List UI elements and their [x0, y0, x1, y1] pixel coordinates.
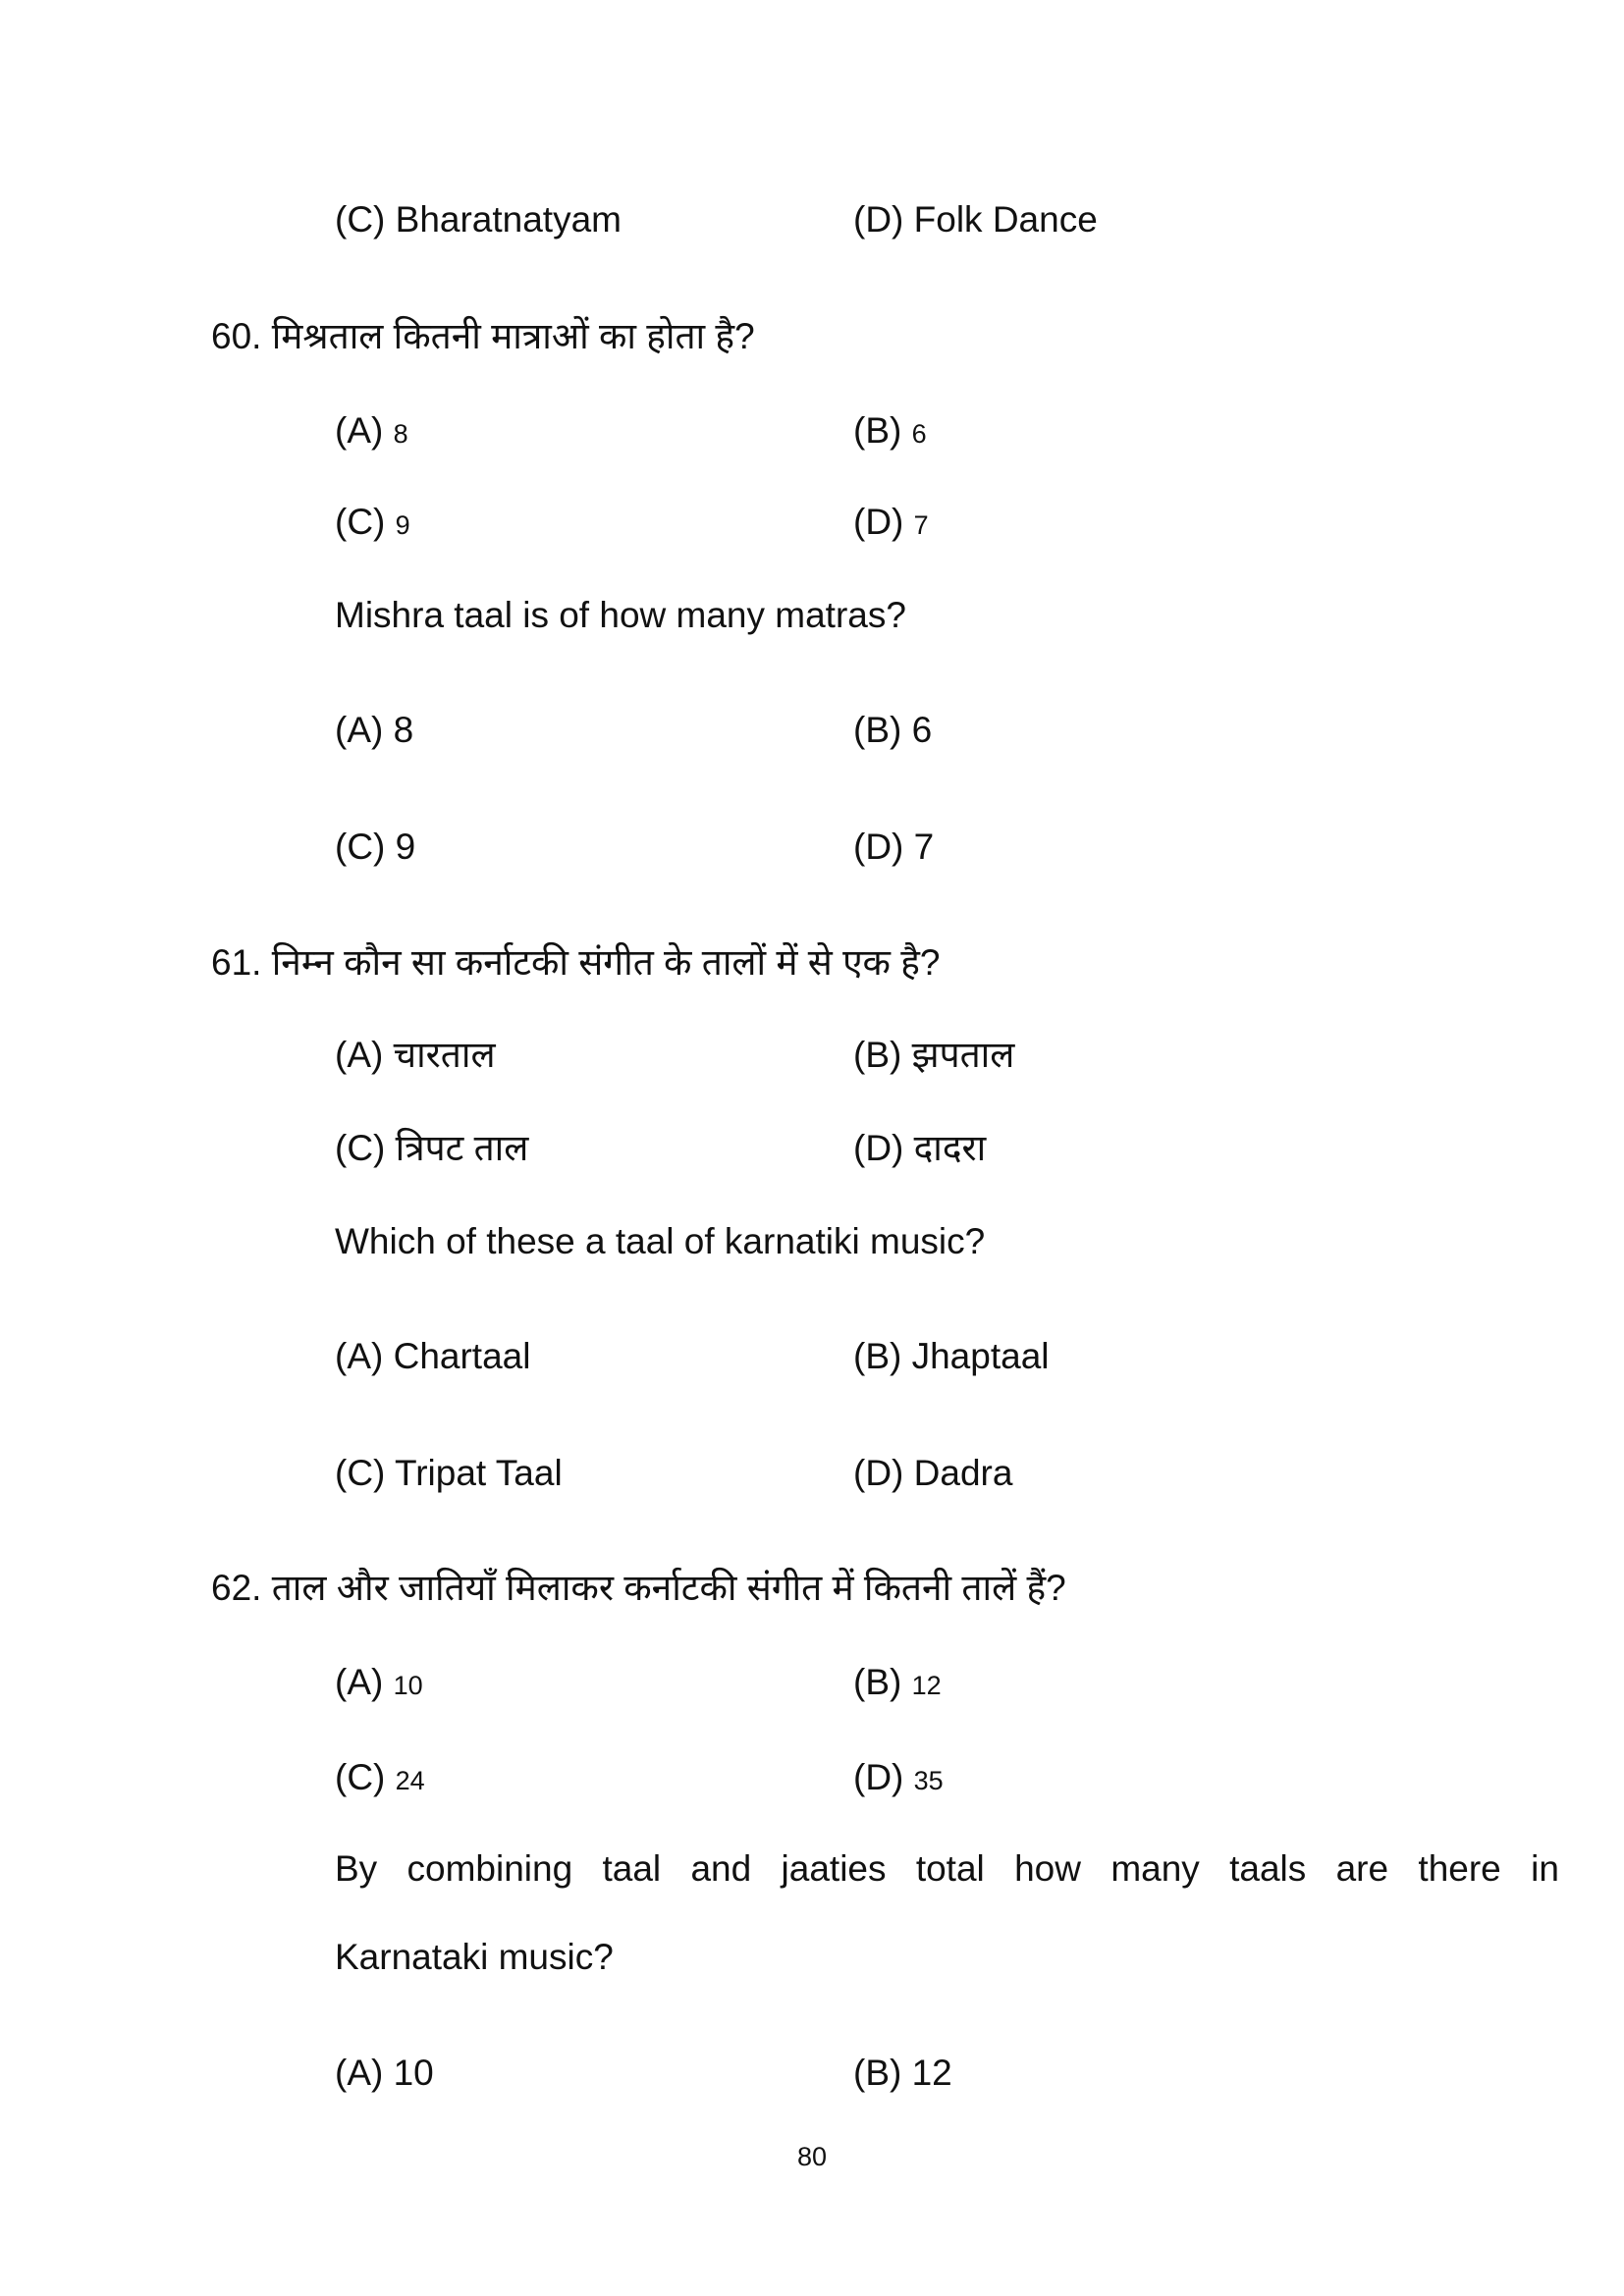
q61-hindi-option-d: (D) दादरा	[853, 1128, 987, 1168]
q60-hindi-option-d	[853, 498, 929, 547]
q61-hindi-option-a: (A) चारताल	[335, 1035, 496, 1075]
question-word: jaaties	[781, 1848, 887, 1889]
question-word: many	[1110, 1848, 1200, 1889]
q61-english-question: Which of these a taal of karnatiki music?	[335, 1221, 986, 1261]
q60-english-option-c: (C) 9	[335, 827, 416, 867]
question-word: there	[1418, 1848, 1501, 1889]
option-label: (D)	[853, 502, 904, 542]
question-word: how	[1014, 1848, 1081, 1889]
q61-english-option-b: (B) Jhaptaal	[853, 1336, 1050, 1376]
option-value: 7	[913, 510, 929, 540]
q62-english-option-b: (B) 12	[853, 2053, 952, 2093]
q61-hindi-option-c: (C) त्रिपट ताल	[335, 1128, 529, 1168]
q61-hindi-question: 61. निम्न कौन सा कर्नाटकी संगीत के तालों में से एक है?	[211, 942, 941, 983]
q62-english-option-a: (A) 10	[335, 2053, 434, 2093]
page-number: 80	[796, 2142, 828, 2171]
option-label: (B)	[853, 410, 902, 451]
option-value: 6	[911, 419, 927, 449]
option-value: 10	[393, 1671, 423, 1700]
q60-english-question: Mishra taal is of how many matras?	[335, 595, 906, 635]
q61-hindi-option-b: (B) झपताल	[853, 1035, 1015, 1075]
option-value: 24	[395, 1766, 425, 1795]
q61-english-option-c: (C) Tripat Taal	[335, 1453, 563, 1493]
q60-english-option-d: (D) 7	[853, 827, 935, 867]
option-label: (D)	[853, 1757, 904, 1797]
option-value: 35	[913, 1766, 944, 1795]
question-word: taals	[1229, 1848, 1307, 1889]
q62-hindi-option-a	[335, 1658, 423, 1707]
option-value: 12	[911, 1671, 942, 1700]
q60-hindi-question: 60. मिश्रताल कितनी मात्राओं का होता है?	[211, 316, 755, 356]
q60-english-option-a: (A) 8	[335, 710, 414, 750]
q62-hindi-option-c	[335, 1753, 425, 1802]
option-label: (B)	[853, 1662, 902, 1702]
option-label: (A)	[335, 410, 384, 451]
option-label: (A)	[335, 1662, 384, 1702]
q62-english-question-line1	[335, 1844, 1559, 1894]
question-word: in	[1531, 1848, 1559, 1889]
q61-english-option-a: (A) Chartaal	[335, 1336, 531, 1376]
q60-english-option-b: (B) 6	[853, 710, 933, 750]
option-label: (C)	[335, 1757, 386, 1797]
question-word: combining	[406, 1848, 573, 1889]
question-word: taal	[602, 1848, 662, 1889]
question-word: By	[335, 1848, 378, 1889]
option-value: 9	[395, 510, 410, 540]
question-word: and	[690, 1848, 752, 1889]
q62-english-question-line2: Karnataki music?	[335, 1937, 614, 1977]
q60-hindi-option-c	[335, 498, 410, 547]
option-value: 8	[393, 419, 408, 449]
q61-english-option-d: (D) Dadra	[853, 1453, 1013, 1493]
q60-hindi-option-a	[335, 406, 408, 455]
question-word: are	[1335, 1848, 1389, 1889]
q62-hindi-option-d	[853, 1753, 944, 1802]
q59-option-c: (C) Bharatnatyam	[335, 199, 622, 240]
option-label: (C)	[335, 502, 386, 542]
q59-option-d: (D) Folk Dance	[853, 199, 1098, 240]
q60-hindi-option-b	[853, 406, 927, 455]
question-word: total	[915, 1848, 985, 1889]
q62-hindi-question: 62. ताल और जातियाँ मिलाकर कर्नाटकी संगीत में कितनी तालें हैं?	[211, 1568, 1066, 1608]
q62-hindi-option-b	[853, 1658, 942, 1707]
